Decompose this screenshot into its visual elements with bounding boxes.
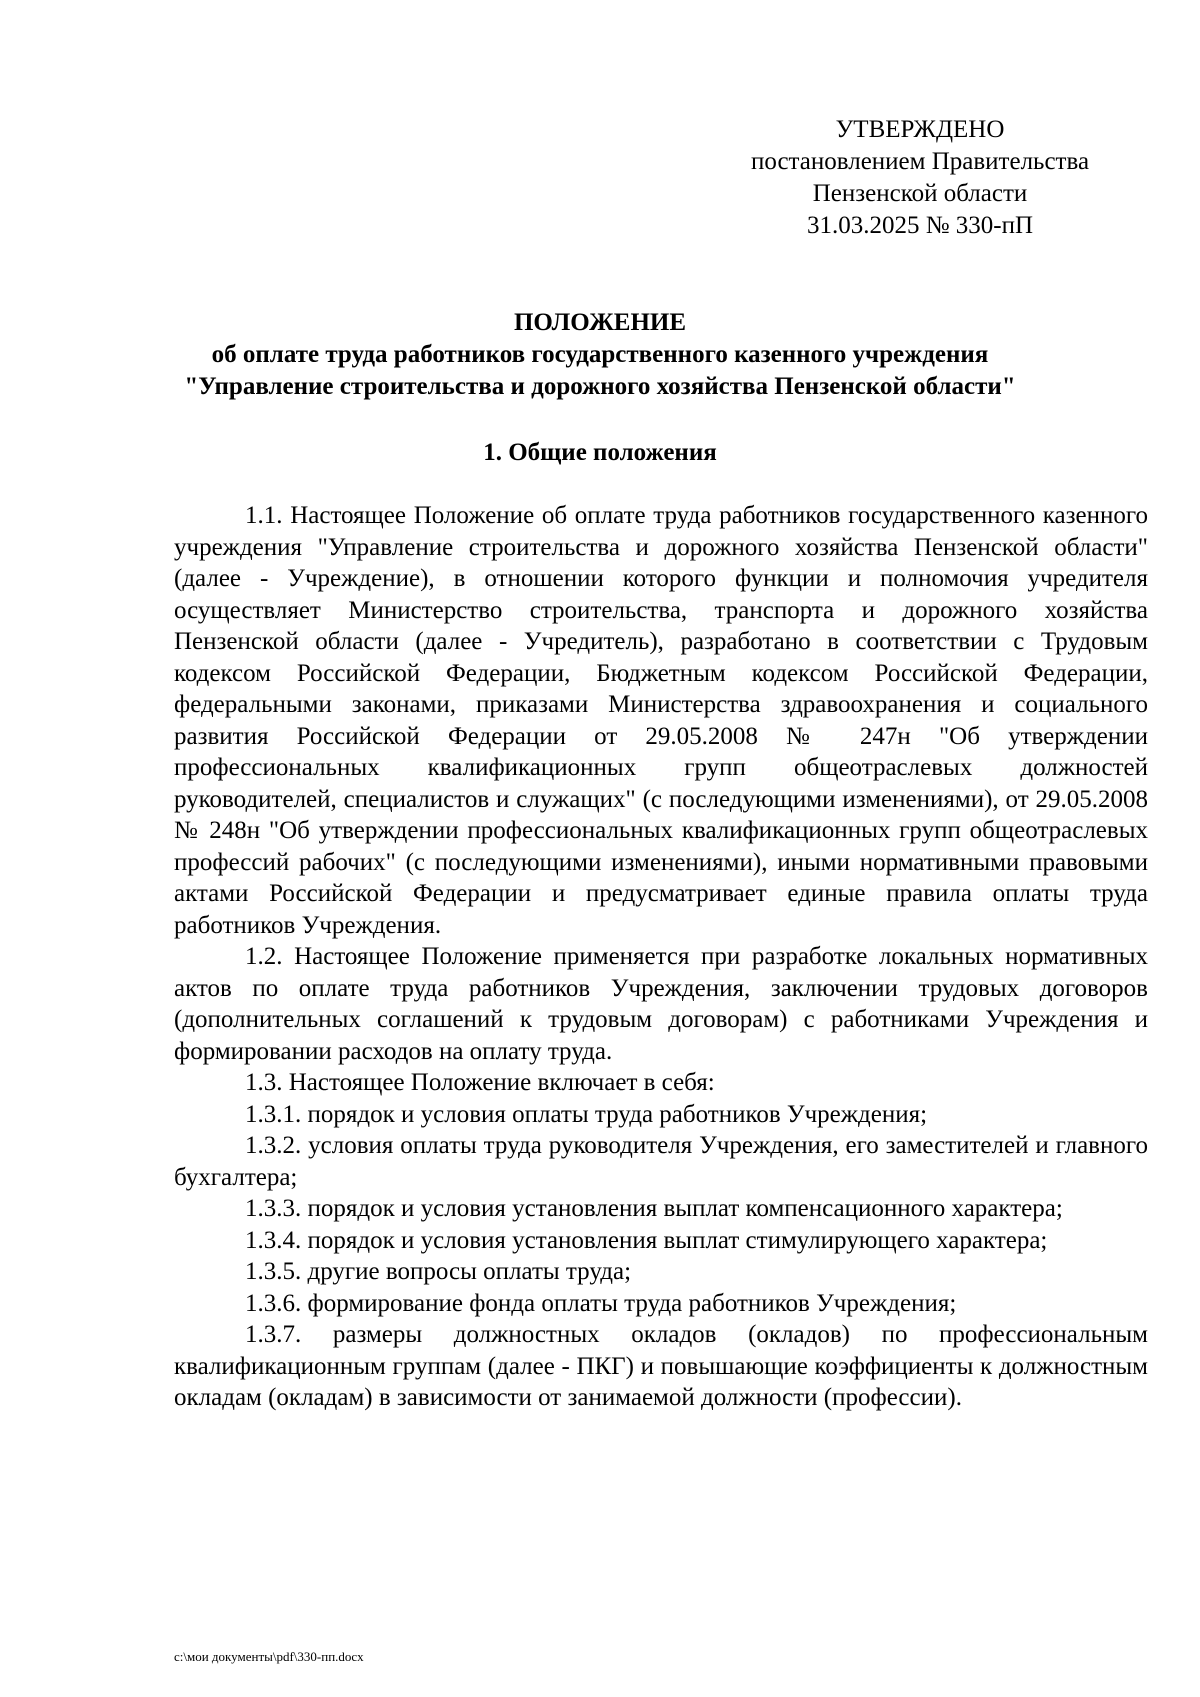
title-institution-line: "Управление строительства и дорожного хозяйства Пензенской области" (184, 373, 1016, 400)
paragraph-1-3-5: 1.3.5. другие вопросы оплаты труда; (245, 1258, 632, 1285)
approval-date-number: 31.03.2025 № 330-пП (806, 212, 1034, 239)
paragraph-1-3: 1.3. Настоящее Положение включает в себя: (245, 1069, 715, 1096)
paragraph-1-2: 1.2. Настоящее Положение применяется при разработке локальных нормативных актов по оплате труда работников Учреждения, заключении трудовых договоров (дополнительных соглашений к трудовым договорам) с работниками Учреждения и формировании расходов на оплату труда. (174, 943, 1148, 1065)
approval-block (720, 114, 1120, 242)
paragraph-1-3-3: 1.3.3. порядок и условия установления выплат компенсационного характера; (245, 1195, 1063, 1222)
approval-issuer: постановлением Правительства (750, 148, 1090, 175)
paragraph-1-3-1: 1.3.1. порядок и условия оплаты труда работников Учреждения; (245, 1100, 928, 1128)
title-subject-line: об оплате труда работников государственного казенного учреждения (211, 341, 989, 368)
paragraph-1-3-7: 1.3.7. размеры должностных окладов (окладов) по профессиональным квалификационным группам (далее - ПКГ) и повышающие коэффициенты к должностным окладам (окладам) в зависимости от занимаемой должности (профессии). (174, 1321, 1148, 1411)
paragraph-1-1: 1.1. Настоящее Положение об оплате труда работников государственного казенного учреждения "Управление строительства и дорожного хозяйства Пензенской области" (далее - Учреждение), в отношении которого функции и полномочия учредителя осуществляет Министерство строительства, транспорта и дорожного хозяйства Пензенской области (далее - Учредитель), разработано в соответствии с Трудовым кодексом Российской Федерации, Бюджетным кодексом Российской Федерации, федеральными законами, приказами Министерства здравоохранения и социального развития Российской Федерации от 29.05.2008 № 247н "Об утверждении профессиональных квалификационных групп общеотраслевых должностей руководителей, специалистов и служащих" (с последующими изменениями), от 29.05.2008 № 248н "Об утверждении профессиональных квалификационных групп общеотраслевых профессий рабочих" (с последующими изменениями), иными нормативными правовыми актами Российской Федерации и предусматривает единые правила оплаты труда работников Учреждения. (174, 502, 1148, 939)
document-body (174, 500, 1148, 1414)
footer-file-path: c:\мои документы\pdf\330-пп.docx (174, 1649, 364, 1664)
paragraph-1-3-4: 1.3.4. порядок и условия установления выплат стимулирующего характера; (245, 1226, 1048, 1254)
section-title: 1. Общие положения (483, 439, 717, 466)
title-heading: ПОЛОЖЕНИЕ (513, 309, 687, 336)
approval-stamp-label: УТВЕРЖДЕНО (835, 116, 1005, 143)
paragraph-1-3-6: 1.3.6. формирование фонда оплаты труда работников Учреждения; (245, 1289, 957, 1317)
document-title (160, 307, 1040, 403)
approval-region: Пензенской области (812, 180, 1028, 207)
paragraph-1-3-2: 1.3.2. условия оплаты труда руководителя Учреждения, его заместителей и главного бухгалтера; (174, 1132, 1148, 1191)
